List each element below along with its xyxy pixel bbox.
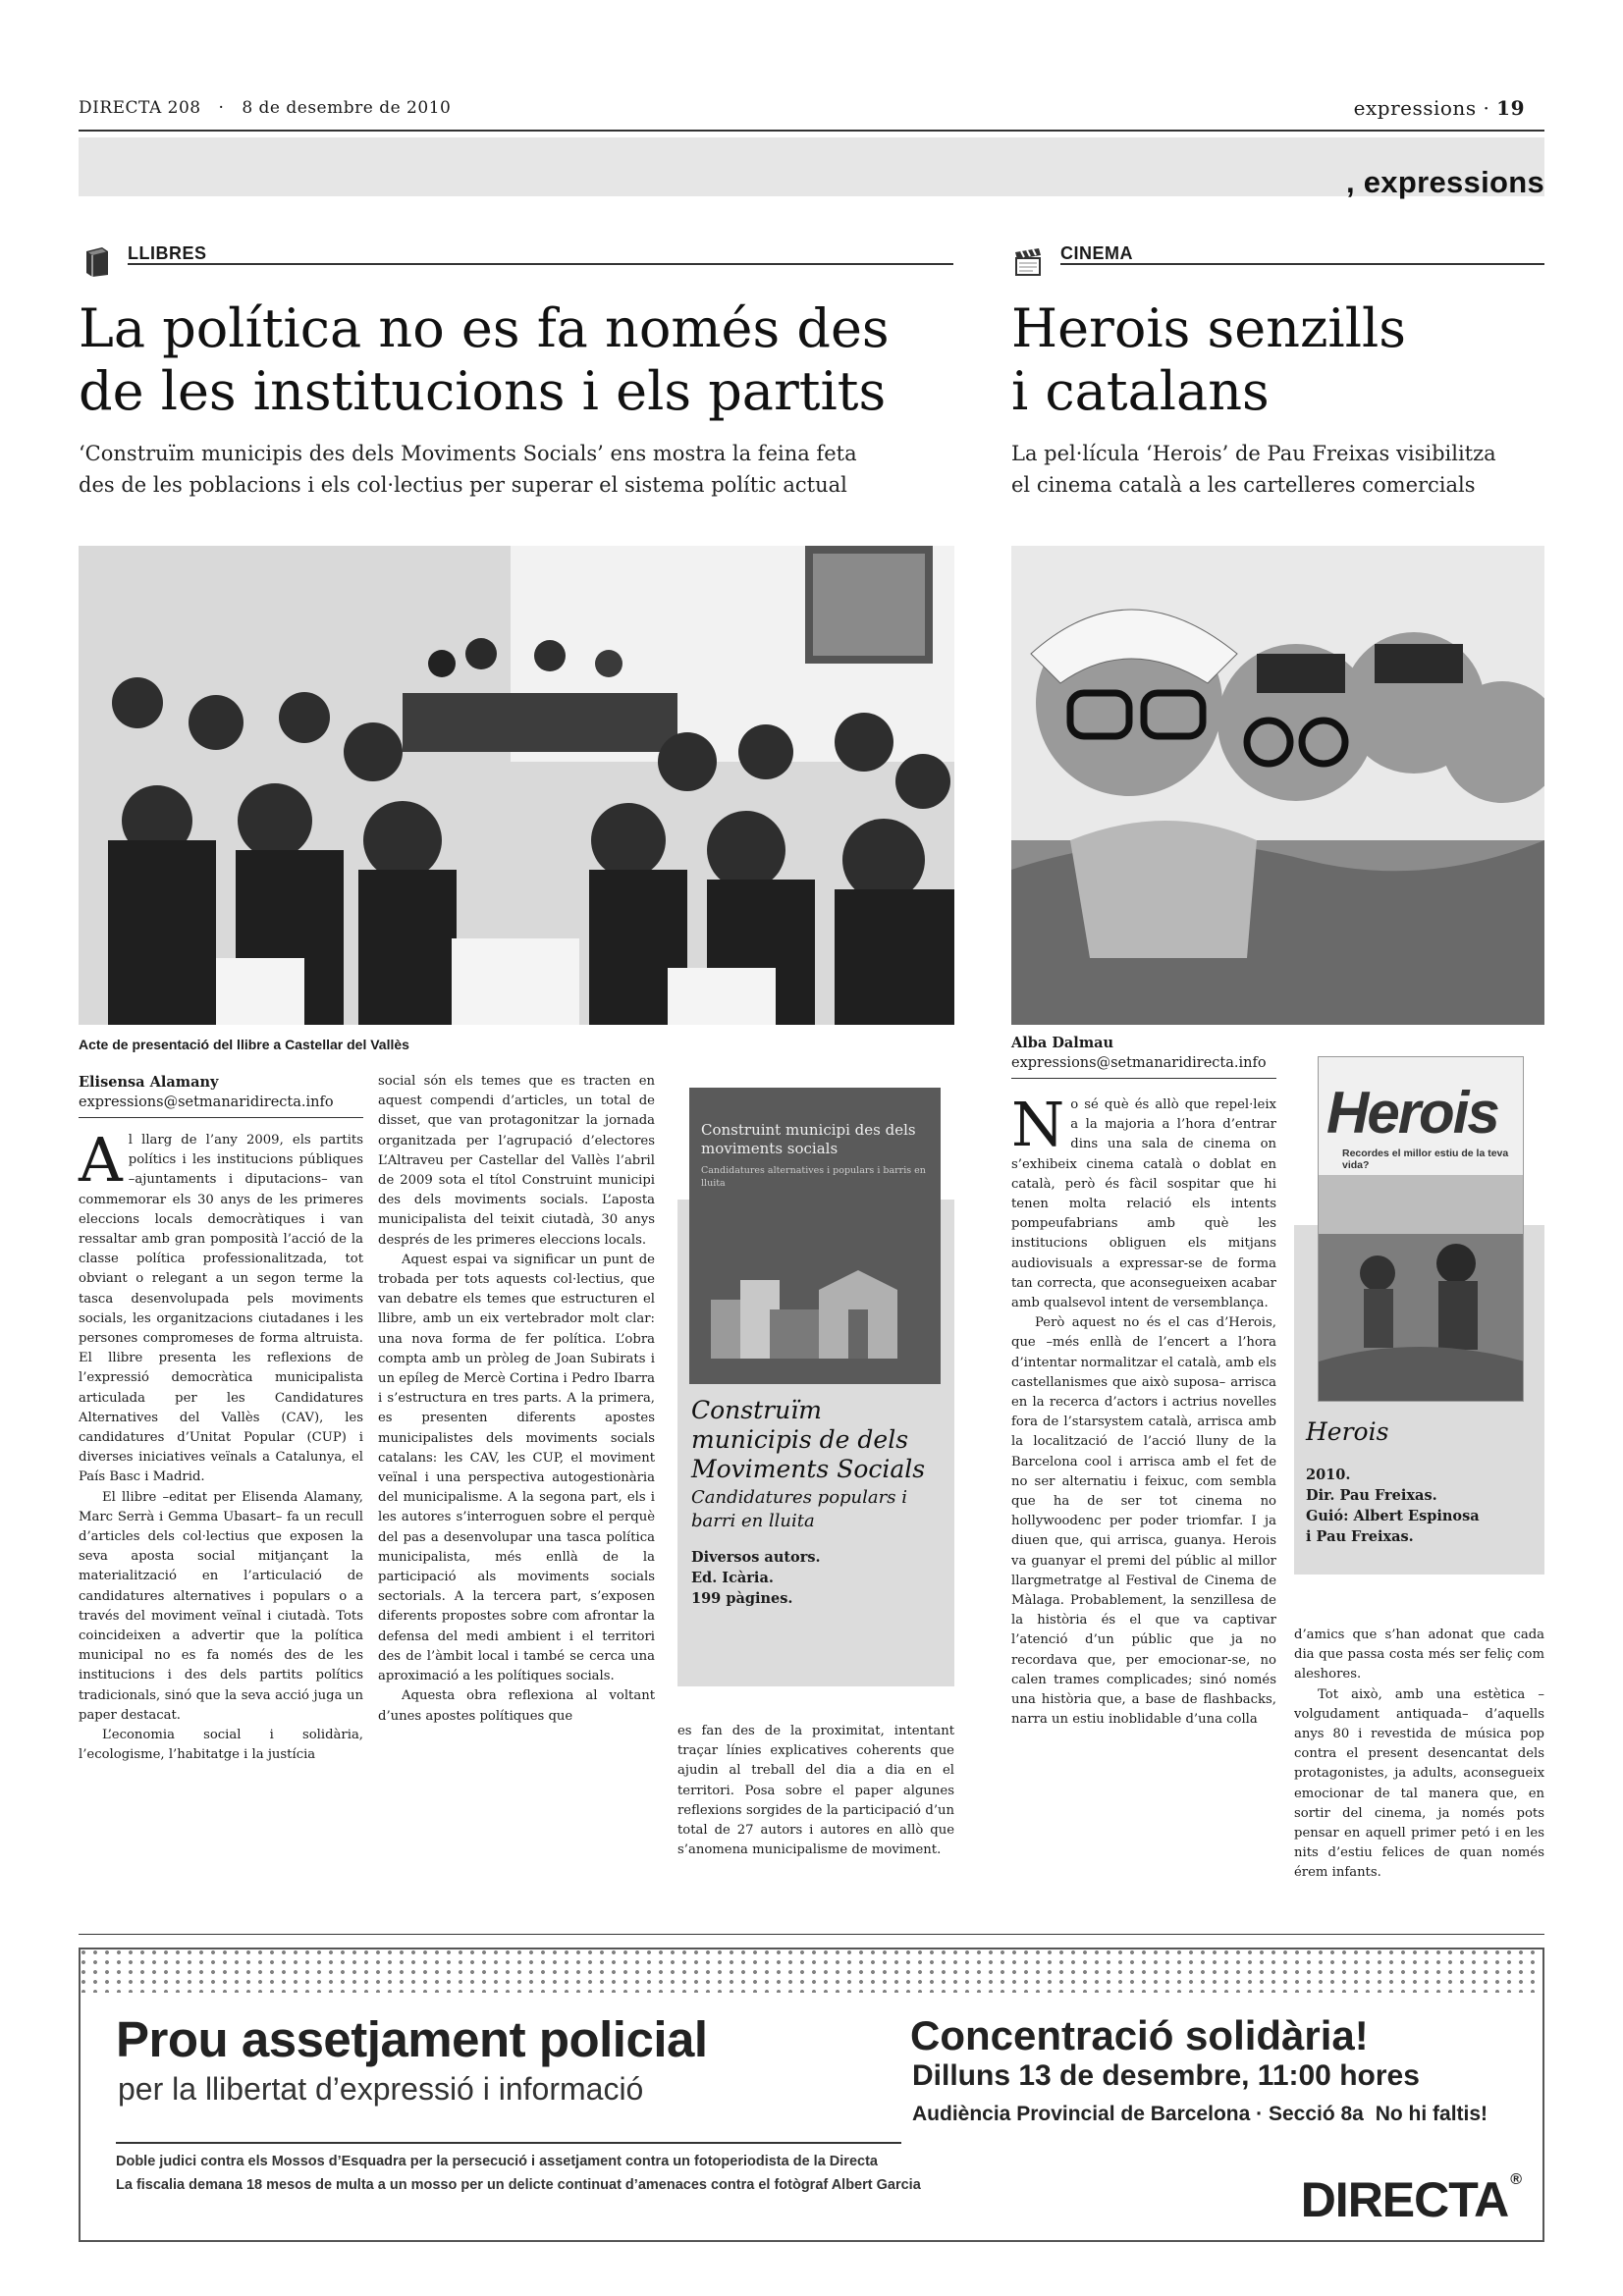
- section-name: expressions ·: [1353, 96, 1490, 120]
- ad-pattern: [81, 1949, 1542, 1993]
- film-info: [1306, 1417, 1532, 1547]
- left-headline: [79, 297, 962, 423]
- film-poster-tagline: Recordes el millor estiu de la teva vida?: [1342, 1148, 1509, 1171]
- film-meta: [1306, 1465, 1532, 1547]
- ad-top-rule: [79, 1934, 1544, 1935]
- right-headline: [1011, 297, 1544, 423]
- left-col2-paragraph-3: Aquesta obra reflexiona al voltant d’unes apostes polítiques que: [378, 1688, 655, 1724]
- film-still-art: [1011, 546, 1544, 1025]
- book-cover-art: [701, 1251, 929, 1368]
- ad-title: Prou assetjament policial: [116, 2011, 708, 2067]
- right-deck: [1011, 438, 1544, 501]
- ad-right-cta: No hi faltis!: [1375, 2103, 1488, 2125]
- ad-right-title: Concentració solidària!: [910, 2012, 1369, 2058]
- film-poster: [1318, 1056, 1524, 1402]
- ad-right-date: Dilluns 13 de desembre, 11:00 hores: [912, 2059, 1420, 2092]
- left-email: expressions@setmanaridirecta.info: [79, 1095, 334, 1110]
- book-meta-publisher: Ed. Icària.: [691, 1570, 774, 1586]
- directa-logo-text: DIRECTA: [1300, 2172, 1509, 2227]
- book-info: [691, 1396, 945, 1609]
- film-meta-year: 2010.: [1306, 1467, 1351, 1483]
- left-deck-line1: ‘Construïm municipis des dels Moviments Socials’ ens mostra la feina feta: [79, 442, 857, 465]
- left-column-3: [677, 1722, 954, 1860]
- presentation-photo-art: [79, 546, 954, 1025]
- section-band: [79, 137, 1544, 196]
- registered-icon: ®: [1510, 2171, 1521, 2188]
- right-author: Alba Dalmau: [1011, 1035, 1114, 1051]
- film-meta-script: Guió: Albert Espinosa: [1306, 1508, 1480, 1524]
- right-col1-paragraph-1: [1011, 1089, 1276, 1313]
- right-kicker-rule: [1060, 263, 1544, 265]
- left-byline-rule: [79, 1117, 363, 1118]
- left-author: Elisensa Alamany: [79, 1074, 219, 1091]
- right-deck-line1: La pel·lícula ‘Herois’ de Pau Freixas visibilitza: [1011, 442, 1496, 465]
- ad-right-place: Audiència Provincial de Barcelona · Secció 8a: [912, 2103, 1364, 2125]
- book-cover-subtitle: Candidatures alternatives i populars i barris en lluita: [701, 1165, 926, 1189]
- ad-right-place-line: [912, 2103, 1488, 2126]
- issue-date: 8 de desembre de 2010: [242, 98, 452, 118]
- folio-separator: ·: [218, 98, 225, 118]
- advertisement: [79, 1948, 1544, 2242]
- publication-name: DIRECTA 208: [79, 98, 201, 118]
- right-deck-line2: el cinema català a les cartelleres comercials: [1011, 473, 1476, 497]
- right-byline: [1011, 1033, 1276, 1074]
- left-col3-paragraph-1: es fan des de la proximitat, intentant traçar línies explicatives coherents que ajudin al treball del dia a dia en el territori. Posa sobre el paper algunes reflexions sorgides de la participació d’un total de 27 autors i autores en allò que s’anomena municipalisme de moviment.: [677, 1724, 954, 1858]
- page-folio-left: [79, 98, 451, 118]
- left-column-2: [378, 1072, 655, 1727]
- left-headline-line2: de les institucions i els partits: [79, 360, 887, 422]
- film-poster-art: [1319, 1175, 1524, 1401]
- ad-line-2: La fiscalia demana 18 mesos de multa a un mosso per un delicte continuat d’amenaces contra el fotògraf Albert Garcia: [116, 2177, 921, 2193]
- book-meta-authors: Diversos autors.: [691, 1549, 821, 1566]
- right-col1-paragraph-2: Però aquest no és el cas d’Herois, que –més enllà de l’encert a l’hora d’intentar normalitzar el català, amb els castellanismes que això suposa– arrisca en la recerca d’actors i actrius novelles fora de l’starsystem català, arrisca amb la localització de l’acció lluny de la Barcelona cool i arrisca amb el fet de no ser alternatiu i feixuc, com sembla que ha de ser tot cinema no hollywoodenc per poder triomfar. I ja diuen que, qui arrisca, guanya. Herois va guanyar el premi del públic al millor llargmetratge al Festival de Cinema de Màlaga. Probablement, la senzillesa de la història és el que va captivar l’atenció d’un públic que ja no recordava que, per emocionar-se, no calen trames complicades; sinó només una història que, a base de flashbacks, narra un estiu inoblidable d’una colla: [1011, 1315, 1276, 1728]
- left-photo-caption: Acte de presentació del llibre a Castellar del Vallès: [79, 1037, 409, 1052]
- right-col2-paragraph-2: Tot això, amb una estètica –volgudament antiquada– d’aquells anys 80 i revestida de música pop contra el present desencantat dels protagonistes, ja adults, aconsegueix emocionar de tal manera que, en sortir del cinema, ja només pots pensar en aquell primer petó i en les nits d’estiu felices de quan només érem infants.: [1294, 1686, 1544, 1881]
- ad-rule: [116, 2142, 901, 2144]
- right-byline-rule: [1011, 1078, 1276, 1079]
- left-col1-text-1: l llarg de l’any 2009, els partits polítics i les institucions públiques –ajuntaments i diputacions– van commemorar els 30 anys de les primeres eleccions locals democràtiques i van ressaltar amb gran pomposità l’acció de la classe política professionalitzada, tot obviant o relegant a un segon terme la tasca desenvolupada pels moviments socials, les organitzacions ciutadanes i les persones compromeses de forma altruista. El llibre presenta les reflexions de l’expressió democràtica municipalista articulada per les Candidatures Alternatives del Vallès (CAV), les candidatures d’Unitat Popular (CUP) i diverses iniciatives veïnals a Catalunya, el País Basc i Madrid.: [79, 1133, 363, 1485]
- ad-line-1: Doble judici contra els Mossos d’Esquadra per la persecució i assetjament contra un fotoperiodista de la Directa: [116, 2154, 878, 2169]
- ad-subtitle: per la llibertat d’expressió i informació: [118, 2071, 644, 2107]
- clapperboard-icon: [1013, 247, 1043, 277]
- film-title: Herois: [1306, 1417, 1389, 1446]
- book-title: Construïm municipis de dels Moviments Socials: [691, 1396, 926, 1483]
- film-meta-script-2: i Pau Freixas.: [1306, 1528, 1414, 1545]
- right-headline-line2: i catalans: [1011, 360, 1270, 422]
- book-subtitle: Candidatures populars i barri en lluita: [691, 1487, 907, 1531]
- book-meta-pages: 199 pàgines.: [691, 1590, 793, 1607]
- left-col1-paragraph-2: El llibre –editat per Elisenda Alamany, Marc Serrà i Gemma Ubasart– fa un recull d’articles dels col·lectius que exposen la seva aposta social mitjançant la materialització en l’articulació de candidatures alternatives i populars o a través del moviment veïnal i ciutadà. Tots coincideixen a advertir que la política municipal no es fa només des de les institucions i des dels partits polítics tradicionals, sinó que la seva acció juga un paper destacat.: [79, 1489, 363, 1723]
- left-deck: [79, 438, 962, 501]
- right-kicker: CINEMA: [1060, 243, 1133, 263]
- left-kicker: LLIBRES: [128, 243, 207, 263]
- film-still-photo: [1011, 546, 1544, 1025]
- left-col1-paragraph-1: [79, 1124, 363, 1488]
- left-column-1: [79, 1124, 363, 1766]
- right-col2-paragraph-1: d’amics que s’han adonat que cada dia que passa costa més ser feliç com aleshores.: [1294, 1628, 1544, 1682]
- film-poster-title: Herois: [1326, 1080, 1498, 1146]
- left-col2-paragraph-1: social són els temes que es tracten en aquest compendi d’articles, un total de disset, que van protagonitzar la jornada organitzada per l’agrupació d’electores L’Altraveu per Castellar del Vallès l’abril de 2009 sota el títol Construint municipi des dels moviments socials. L’aposta municipalista del teixit ciutadà, 30 anys després de les primeres eleccions locals.: [378, 1074, 655, 1248]
- left-kicker-rule: [128, 263, 953, 265]
- right-dropcap: N: [1011, 1089, 1065, 1160]
- header-rule: [79, 130, 1544, 132]
- left-col1-paragraph-3: L’economia social i solidària, l’ecologisme, l’habitatge i la justícia: [79, 1728, 363, 1763]
- right-column-2: [1294, 1626, 1544, 1884]
- left-col2-paragraph-2: Aquest espai va significar un punt de trobada per tots aquests col·lectius, que van debatre els temes que estructuren el llibre, amb un eix vertebrador molt clar: una nova forma de fer política. L’obra compta amb un pròleg de Joan Subirats i un epíleg de Mercè Cortina i Pedro Ibarra i s’estructura en tres parts. A la primera, es presenten diferents apostes municipalistes dels moviments socials catalans: les CAV, les CUP, el moviment veïnal i una perspectiva autogestionària del municipalisme. A la segona part, els i les autores s’interroguen sobre el perquè del pas a desenvolupar una tasca política municipalista, més enllà de la participació als moviments socials sectorials. A la tercera part, s’exposen diferents propostes sobre com afrontar la defensa del medi ambient i el territori des de l’àmbit local i també se cerca una aproximació a les polítiques socials.: [378, 1252, 655, 1684]
- section-band-label: , expressions: [1345, 165, 1544, 199]
- right-headline-line1: Herois senzills: [1011, 297, 1406, 359]
- presentation-photo: [79, 546, 954, 1025]
- right-column-1: [1011, 1089, 1276, 1731]
- left-deck-line2: des de les poblacions i els col·lectius per superar el sistema polític actual: [79, 473, 847, 497]
- book-cover: [689, 1088, 941, 1384]
- left-byline: [79, 1072, 363, 1113]
- left-dropcap: A: [79, 1124, 123, 1196]
- directa-logo: [1301, 2171, 1521, 2228]
- right-email: expressions@setmanaridirecta.info: [1011, 1055, 1267, 1071]
- book-meta: [691, 1547, 945, 1609]
- left-headline-line1: La política no es fa només des: [79, 297, 890, 359]
- right-col1-text-1: o sé què és allò que repel·leix a la majoria a l’hora d’entrar dins una sala de cinema on s’exhibeix cinema català o doblat en català, però és fàcil sospitar que hi tenen molta relació els intents pompeufabrians amb què les institucions obliguen els mitjans audiovisuals a expressar-se de forma tan correcta, que aconsegueixen acabar amb qualsevol intent de versemblança.: [1011, 1097, 1276, 1311]
- film-meta-director: Dir. Pau Freixas.: [1306, 1487, 1437, 1504]
- book-cover-title: Construint municipi des dels moviments socials: [701, 1121, 916, 1157]
- book-icon: [82, 243, 112, 277]
- page-folio-right: [1354, 96, 1525, 120]
- page-number: 19: [1496, 96, 1525, 120]
